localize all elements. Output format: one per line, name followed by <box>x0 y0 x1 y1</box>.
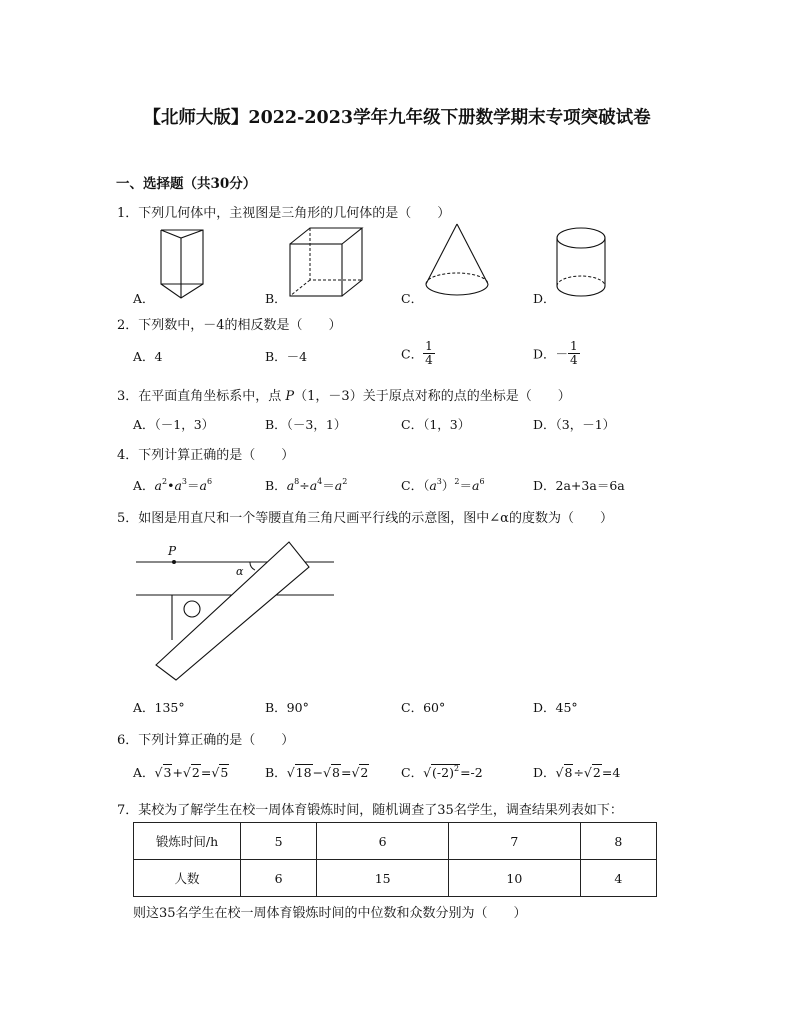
table-cell: 4 <box>580 860 656 897</box>
angle-alpha-label: α <box>236 565 244 578</box>
question-5-stem: 5．如图是用直尺和一个等腰直角三角尺画平行线的示意图，图中∠α的度数为（ ） <box>117 511 613 526</box>
q3-option-c[interactable]: C．（1，3） <box>401 417 471 432</box>
ruler-triangle-figure <box>136 540 336 682</box>
question-7-follow: 则这35名学生在校一周体育锻炼时间的中位数和众数分别为（ ） <box>133 906 527 921</box>
q2-d-label: D．－ <box>533 346 569 362</box>
q6-option-b[interactable]: B．√18−√8=√2 <box>265 765 369 780</box>
q1-option-c[interactable]: C． <box>401 291 424 306</box>
q2-option-a[interactable]: A．4 <box>133 349 163 364</box>
exercise-time-table <box>133 822 657 897</box>
q5-option-a[interactable]: A．135° <box>133 700 185 715</box>
question-6-stem: 6．下列计算正确的是（ ） <box>117 733 295 748</box>
triangular-prism-icon <box>155 226 215 300</box>
q2-option-b[interactable]: B．－4 <box>265 349 308 364</box>
q2-option-d[interactable] <box>533 340 580 367</box>
q3-option-b[interactable]: B．（－3，1） <box>265 417 347 432</box>
table-row <box>134 823 657 860</box>
section-heading: 一、选择题（共30分） <box>116 176 257 192</box>
question-7-stem: 7．某校为了解学生在校一周体育锻炼时间，随机调查了35名学生，调查结果列表如下： <box>117 803 623 818</box>
q6-option-d[interactable]: D．√8÷√2=4 <box>533 765 621 780</box>
question-3-stem: 3．在平面直角坐标系中，点 P（1，－3）关于原点对称的点的坐标是（ ） <box>117 389 571 404</box>
q5-option-c[interactable]: C．60° <box>401 700 446 715</box>
q2-c-label: C． <box>401 346 424 362</box>
q3-option-d[interactable]: D．（3，－1） <box>533 417 616 432</box>
point-p-label: P <box>168 544 177 558</box>
q5-option-b[interactable]: B．90° <box>265 700 309 715</box>
question-4-stem: 4．下列计算正确的是（ ） <box>117 448 295 463</box>
question-1-stem: 1．下列几何体中，主视图是三角形的几何体的是（ ） <box>117 206 451 221</box>
table-cell: 6 <box>317 823 449 860</box>
q6-option-a[interactable]: A．√3+√2=√5 <box>133 765 229 780</box>
q4-option-c[interactable]: C．$(a^3)^2=a^6$ <box>401 477 485 493</box>
table-row <box>134 860 657 897</box>
q4-option-a[interactable]: A．$a^2•a^3=a^6$ <box>133 477 213 493</box>
q4-option-d[interactable]: D．2a+3a＝6a <box>533 478 625 493</box>
cone-icon <box>424 222 490 302</box>
q1-option-b[interactable]: B． <box>265 291 287 306</box>
table-cell: 锻炼时间/h <box>134 823 241 860</box>
cube-icon <box>288 226 368 302</box>
table-cell: 人数 <box>134 860 241 897</box>
table-cell: 7 <box>448 823 580 860</box>
table-cell: 5 <box>241 823 317 860</box>
q3-option-a[interactable]: A．（－1，3） <box>133 417 215 432</box>
q2-option-c[interactable] <box>401 340 435 367</box>
table-cell: 8 <box>580 823 656 860</box>
q4-option-b[interactable]: B．$a^8\div a^4=a^2$ <box>265 477 348 493</box>
table-cell: 10 <box>448 860 580 897</box>
fraction: $\frac{1}{4}$ <box>425 339 433 367</box>
table-cell: 15 <box>317 860 449 897</box>
q5-option-d[interactable]: D．45° <box>533 700 578 715</box>
page-title: 【北师大版】2022-2023学年九年级下册数学期末专项突破试卷 <box>143 108 651 128</box>
q1-option-a[interactable]: A． <box>133 291 155 306</box>
table-cell: 6 <box>241 860 317 897</box>
q1-option-d[interactable]: D． <box>533 291 556 306</box>
question-2-stem: 2．下列数中，－4的相反数是（ ） <box>117 318 342 333</box>
q6-option-c[interactable]: C．$√(-2)^2=-2$ <box>401 764 483 780</box>
cylinder-icon <box>554 226 610 302</box>
fraction: $\frac{1}{4}$ <box>570 339 578 367</box>
